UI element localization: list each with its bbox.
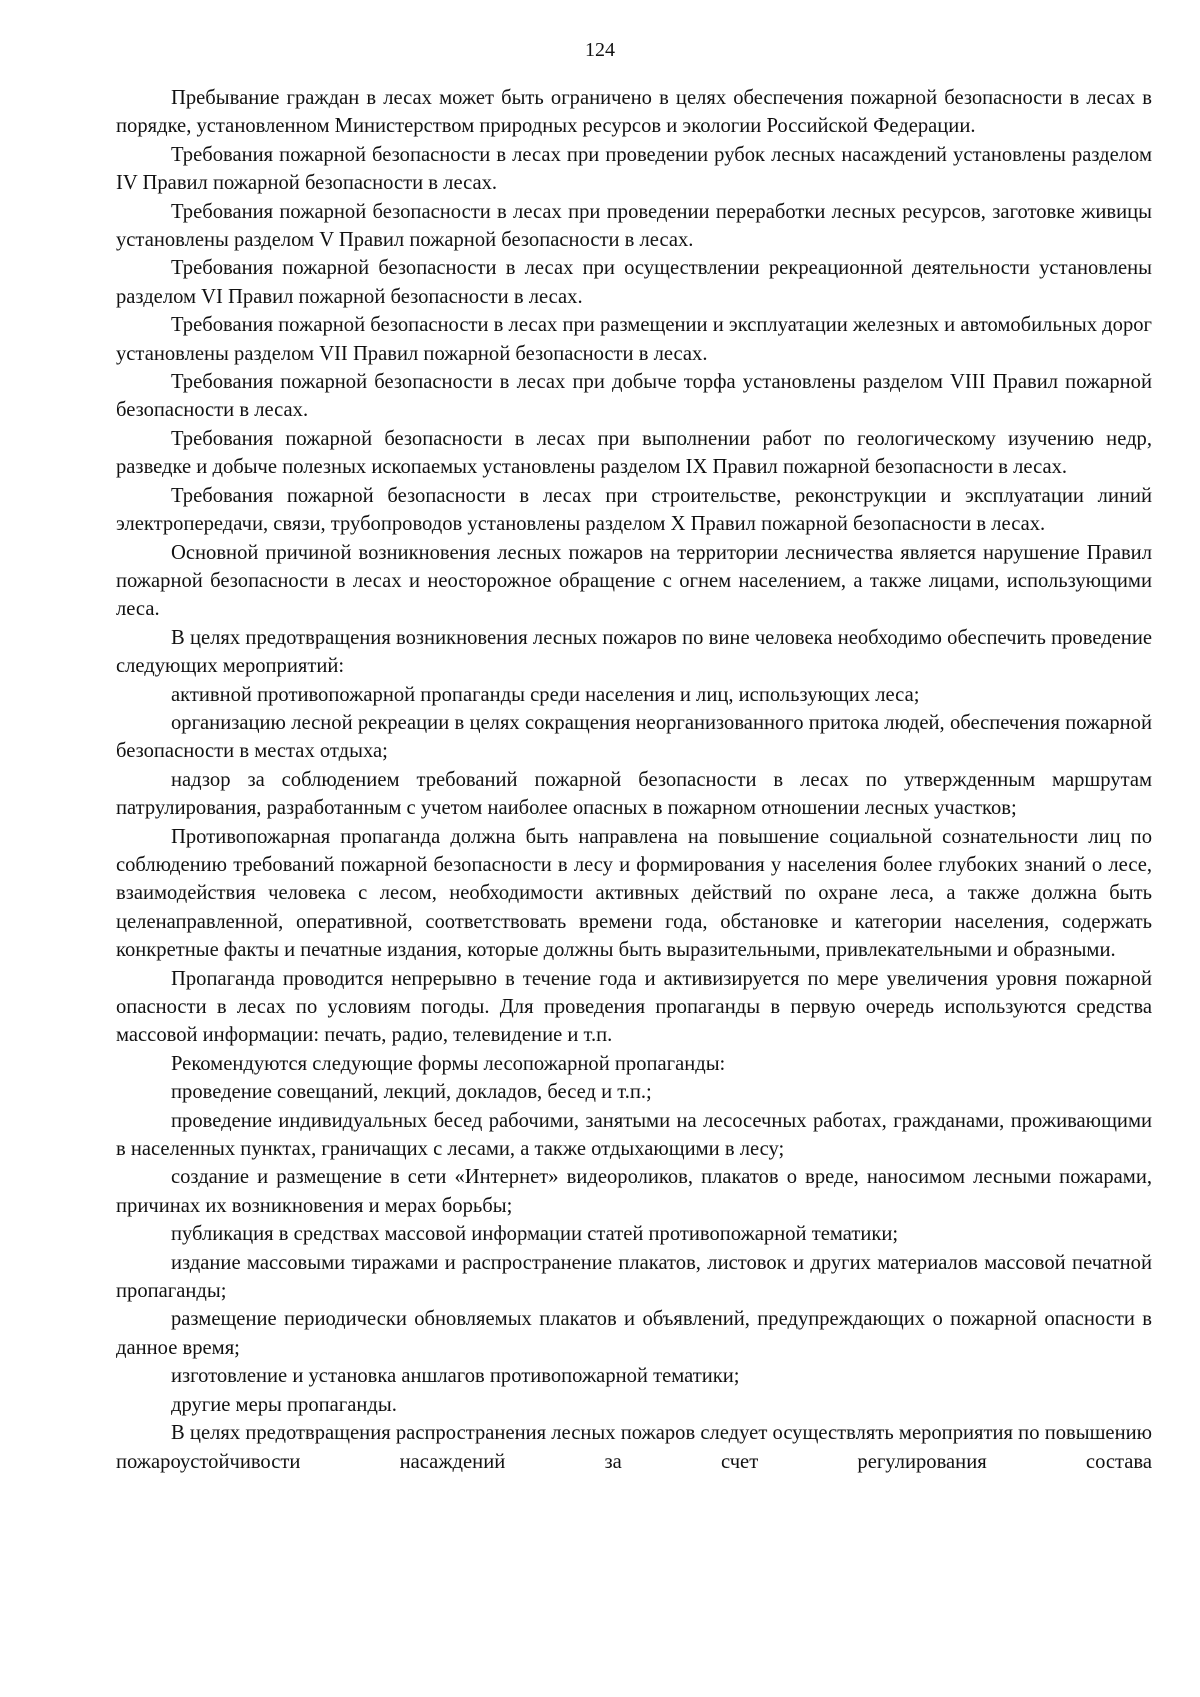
paragraph: В целях предотвращения возникновения лесных пожаров по вине человека необходимо обеспечить проведение следующих мероприятий:: [116, 626, 1152, 678]
list-item: создание и размещение в сети «Интернет» видеороликов, плакатов о вреде, наносимом лесными пожарами, причинах их возникновения и мерах борьбы;: [116, 1166, 1152, 1217]
list-item: издание массовыми тиражами и распространение плакатов, листовок и других материалов массовой печатной пропаганды;: [116, 1251, 1152, 1303]
paragraph: Рекомендуются следующие формы лесопожарной пропаганды:: [171, 1052, 726, 1075]
list-item: изготовление и установка аншлагов противопожарной тематики;: [171, 1365, 740, 1388]
paragraph: Требования пожарной безопасности в лесах при размещении и эксплуатации железных и автомобильных дорог установлены разделом VII Правил пожарной безопасности в лесах.: [116, 314, 1152, 365]
paragraph: Требования пожарной безопасности в лесах при добыче торфа установлены разделом VIII Правил пожарной безопасности в лесах.: [116, 371, 1152, 422]
paragraph: Требования пожарной безопасности в лесах при выполнении работ по геологическому изучению недр, разведке и добыче полезных ископаемых установлены разделом IX Правил пожарной безопасности в лесах.: [116, 427, 1152, 479]
list-item: другие меры пропаганды.: [171, 1393, 397, 1416]
list-item: надзор за соблюдением требований пожарной безопасности в лесах по утвержденным маршрутам патрулирования, разработанным с учетом наиболее опасных в пожарном отношении лесных участков;: [116, 768, 1152, 820]
paragraph: Пребывание граждан в лесах может быть ограничено в целях обеспечения пожарной безопасности в лесах в порядке, установленном Министерством природных ресурсов и экологии Российской Федерации.: [116, 87, 1152, 138]
paragraph: Противопожарная пропаганда должна быть направлена на повышение социальной сознательности лиц по соблюдению требований пожарной безопасности в лесу и формирования у населения более глубоких знаний о лесе, взаимодействия человека с лесом, необходимости активных действий по охране леса, а также должна быть целенаправленной, оперативной, соответствовать времени года, обстановке и категории населения, содержать конкретные факты и печатные издания, которые должны быть выразительными, привлекательными и образными.: [116, 825, 1152, 962]
paragraph: Основной причиной возникновения лесных пожаров на территории лесничества является нарушение Правил пожарной безопасности в лесах и неосторожное обращение с огнем населением, а также лицами, использующими леса.: [116, 541, 1152, 621]
document-body: [116, 84, 1152, 1476]
list-item: проведение индивидуальных бесед рабочими, занятыми на лесосечных работах, гражданами, проживающими в населенных пунктах, граничащих с лесами, а также отдыхающими в лесу;: [116, 1109, 1152, 1161]
list-item: размещение периодически обновляемых плакатов и объявлений, предупреждающих о пожарной опасности в данное время;: [116, 1308, 1152, 1359]
paragraph: Требования пожарной безопасности в лесах при осуществлении рекреационной деятельности установлены разделом VI Правил пожарной безопасности в лесах.: [116, 257, 1152, 308]
list-item: публикация в средствах массовой информации статей противопожарной тематики;: [171, 1223, 899, 1246]
paragraph: Требования пожарной безопасности в лесах при проведении рубок лесных насаждений установлены разделом IV Правил пожарной безопасности в лесах.: [116, 143, 1152, 195]
page-number: 124: [585, 39, 615, 61]
paragraph: Требования пожарной безопасности в лесах при проведении переработки лесных ресурсов, заготовке живицы установлены разделом V Правил пожарной безопасности в лесах.: [116, 200, 1152, 252]
paragraph: В целях предотвращения распространения лесных пожаров следует осуществлять мероприятия по повышению пожароустойчивости насаждений за счет регулирования состава: [116, 1422, 1152, 1473]
list-item: активной противопожарной пропаганды среди населения и лиц, использующих леса;: [171, 683, 920, 706]
list-item: проведение совещаний, лекций, докладов, бесед и т.п.;: [171, 1081, 652, 1104]
list-item: организацию лесной рекреации в целях сокращения неорганизованного притока людей, обеспечения пожарной безопасности в местах отдыха;: [116, 711, 1152, 763]
paragraph: Требования пожарной безопасности в лесах при строительстве, реконструкции и эксплуатации линий электропередачи, связи, трубопроводов установлены разделом X Правил пожарной безопасности в лесах.: [116, 484, 1152, 536]
paragraph: Пропаганда проводится непрерывно в течение года и активизируется по мере увеличения уровня пожарной опасности в лесах по условиям погоды. Для проведения пропаганды в первую очередь используются средства массовой информации: печать, радио, телевидение и т.п.: [116, 967, 1152, 1047]
